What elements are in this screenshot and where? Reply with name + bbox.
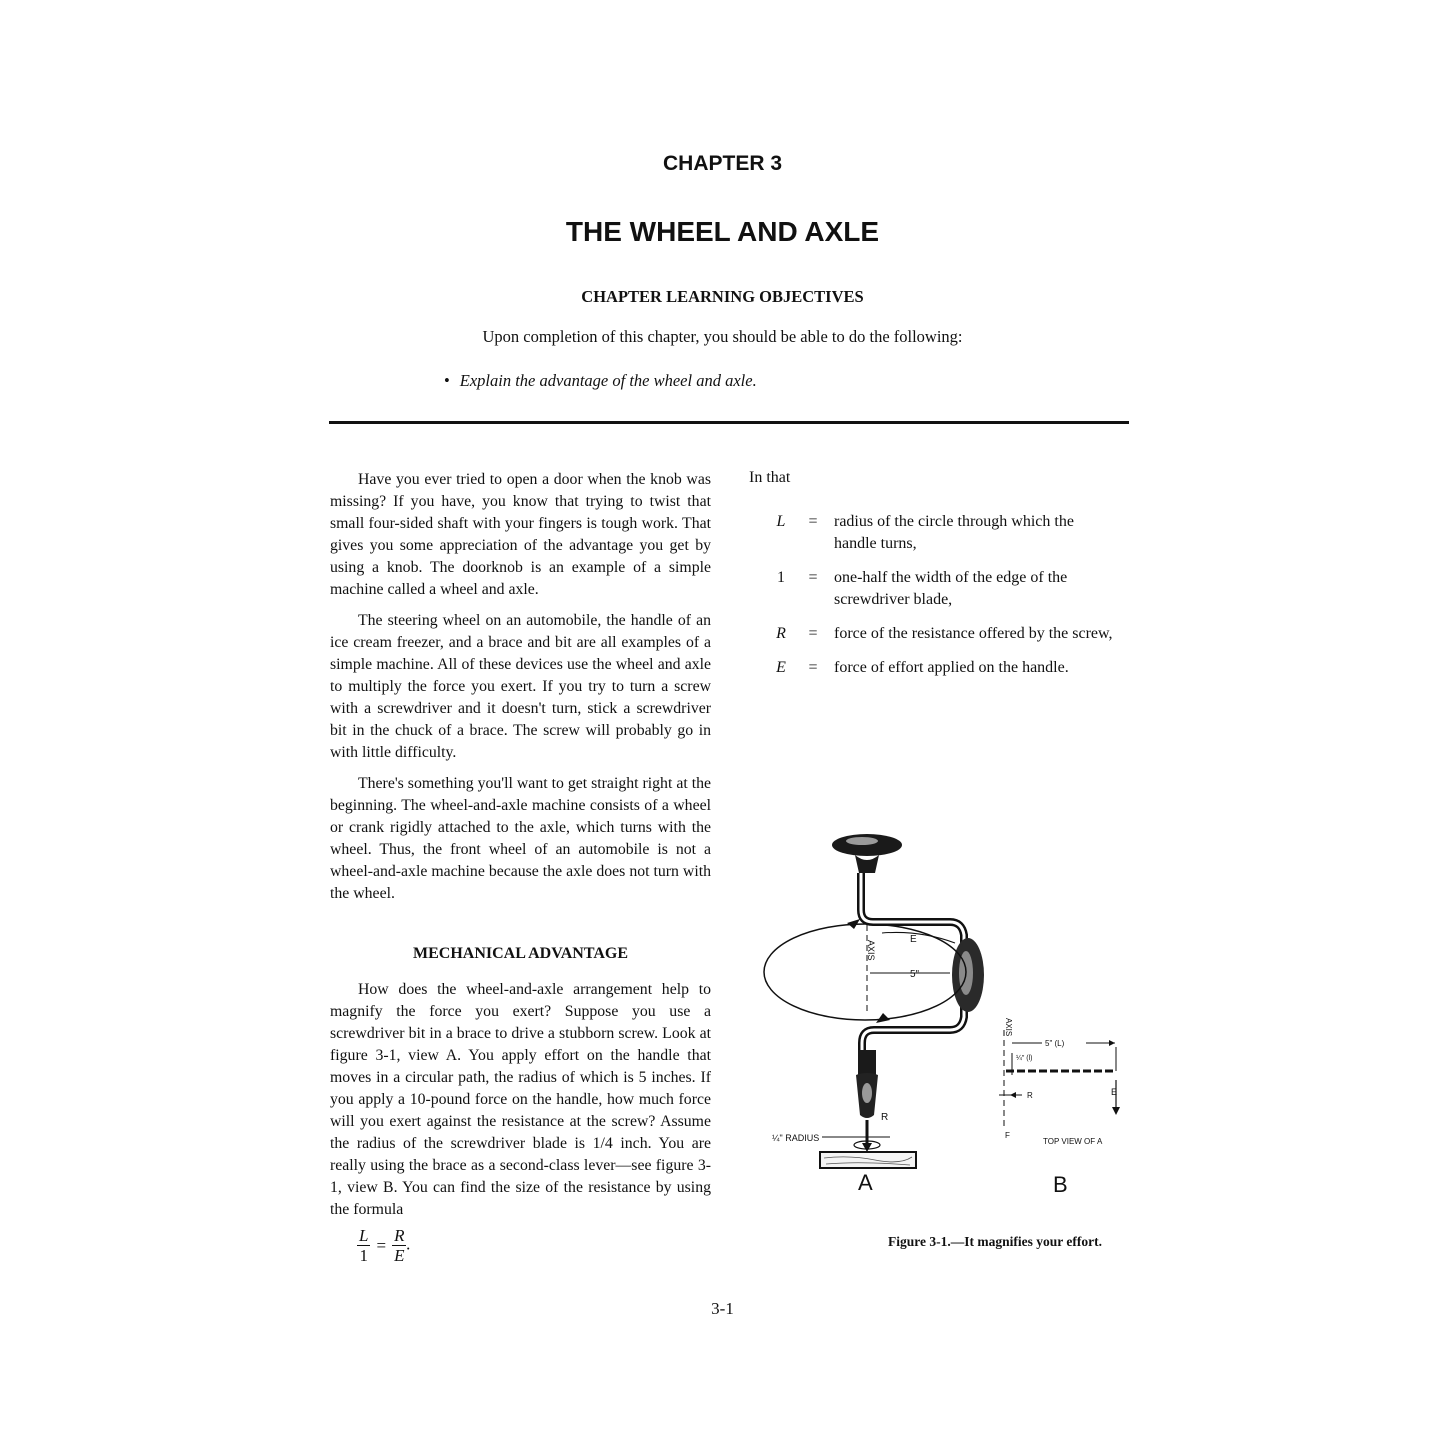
crank-frame-upper — [861, 873, 964, 943]
left-column — [330, 469, 711, 1230]
definition-symbol: R — [776, 625, 786, 642]
paragraph-2: The steering wheel on an automobile, the handle of an ice cream freezer, and a brace and bit are all examples of a simple machine. All of these devices use the wheel and axle to multiply the force you exert. If you try to turn a screw with a screwdriver and it doesn't turn, stick a screwdriver bit in the chuck of a brace. The screw will probably go in with little difficulty. — [330, 612, 711, 761]
paragraph-1: Have you ever tried to open a door when the knob was missing? If you have, you know that trying to twist that small four-sided shaft with your fingers is tough work. That gives you some appreciation of the advantage you get by using a knob. The doorknob is an example of a simple machine called a wheel and axle. — [330, 471, 711, 598]
resistance-label: R — [881, 1112, 889, 1123]
figure-caption: Figure 3-1.—It magnifies your effort. — [888, 1234, 1102, 1249]
chuck-collar — [858, 1050, 876, 1075]
brace-and-bit-figure — [750, 825, 1150, 1225]
radius-label: ¼" RADIUS — [772, 1133, 820, 1143]
definition-text: one-half the width of the edge of the screwdriver blade, — [834, 569, 1068, 608]
section-heading: MECHANICAL ADVANTAGE — [413, 945, 628, 962]
formula-period: . — [406, 1234, 411, 1254]
definition-equals: = — [808, 625, 818, 642]
view-b-label: B — [1053, 1172, 1068, 1197]
paragraph-3: There's something you'll want to get straight right at the beginning. The wheel-and-axle machine consists of a wheel or crank rigidly attached to the axle, which turns with the wheel. Thus, the front wheel of an automobile is not a wheel-and-axle machine because the axle does not turn with the wheel. — [330, 775, 711, 902]
definition-text: force of the resistance offered by the screw, — [834, 625, 1113, 642]
definition-text: radius of the circle through which the handle turns, — [834, 513, 1074, 552]
axis-label: AXIS — [866, 940, 876, 961]
fraction-left-numerator: L — [359, 1226, 369, 1245]
arrow-icon — [1010, 1092, 1016, 1098]
definition-row — [770, 657, 1120, 679]
definition-symbol: L — [776, 513, 786, 530]
bit-tip — [862, 1143, 872, 1152]
b-quarter-l-label: ¼" (l) — [1016, 1055, 1033, 1062]
knob-highlight — [846, 837, 878, 845]
horizontal-rule — [329, 421, 1129, 424]
chapter-title: THE WHEEL AND AXLE — [565, 216, 880, 247]
b-f-label: F — [1005, 1131, 1010, 1140]
objective-item — [444, 371, 757, 391]
definition-row — [770, 623, 1120, 645]
crank-frame-upper-inner — [861, 873, 964, 943]
definition-symbol: 1 — [777, 569, 785, 586]
b-r-label: R — [1027, 1091, 1033, 1100]
paragraph-4: How does the wheel-and-axle arrangement help to magnify the force you exert? Suppose you use a screwdriver bit in a brace to drive a stubborn screw. Look at figure 3-1, view A. You apply effort on the handle that moves in a circular path, the radius of which is 5 inches. If you apply a 10-pound force on the handle, how much force will you exert against the resistance at the screw? Assume the radius of the screwdriver blade is 1/4 inch. You are really using the brace as a second-class lever—see figure 3-1, view B. You can find the size of the resistance by using the formula — [330, 981, 711, 1218]
arrow-icon — [876, 1013, 890, 1023]
in-that-label: In that — [749, 469, 791, 486]
rotation-path — [764, 924, 966, 1020]
fraction-right — [392, 1226, 406, 1265]
bullet-icon: • — [444, 371, 450, 390]
fraction-left — [357, 1226, 370, 1265]
b-axis-label: AXIS — [1004, 1018, 1013, 1037]
definition-row — [770, 511, 1120, 555]
crank-frame-lower — [862, 1005, 964, 1050]
arrow-icon — [1112, 1107, 1120, 1115]
chapter-label: CHAPTER 3 — [662, 152, 783, 175]
b-five-l-label: 5" (L) — [1045, 1039, 1065, 1048]
brace-and-bit-drawing — [764, 834, 984, 1168]
objectives-heading: CHAPTER LEARNING OBJECTIVES — [581, 287, 864, 306]
effort-label: E — [910, 934, 917, 945]
wood-block-icon — [820, 1152, 916, 1168]
definition-row — [770, 567, 1120, 611]
fraction-left-denominator: 1 — [359, 1246, 368, 1265]
page-number: 3-1 — [711, 1299, 734, 1318]
definition-equals: = — [808, 659, 818, 676]
view-a-label: A — [858, 1170, 873, 1195]
definition-symbol: E — [776, 659, 786, 676]
knob-neck — [855, 855, 879, 873]
top-view-label: TOP VIEW OF A — [1043, 1137, 1103, 1146]
five-inch-label: 5" — [910, 969, 920, 980]
b-e-label: E — [1111, 1087, 1118, 1097]
fraction-right-denominator: E — [394, 1246, 405, 1265]
definition-text: force of effort applied on the handle. — [834, 659, 1069, 676]
objective-text: Explain the advantage of the wheel and axle. — [459, 371, 757, 390]
fraction-right-numerator: R — [394, 1226, 405, 1245]
definition-equals: = — [808, 569, 818, 586]
definition-list — [770, 511, 1120, 691]
chuck-highlight — [862, 1083, 872, 1103]
equals-sign: = — [376, 1235, 387, 1255]
arrow-icon — [1109, 1040, 1115, 1046]
definition-equals: = — [808, 513, 818, 530]
formula — [357, 1226, 411, 1265]
objectives-intro: Upon completion of this chapter, you should be able to do the following: — [482, 327, 963, 346]
